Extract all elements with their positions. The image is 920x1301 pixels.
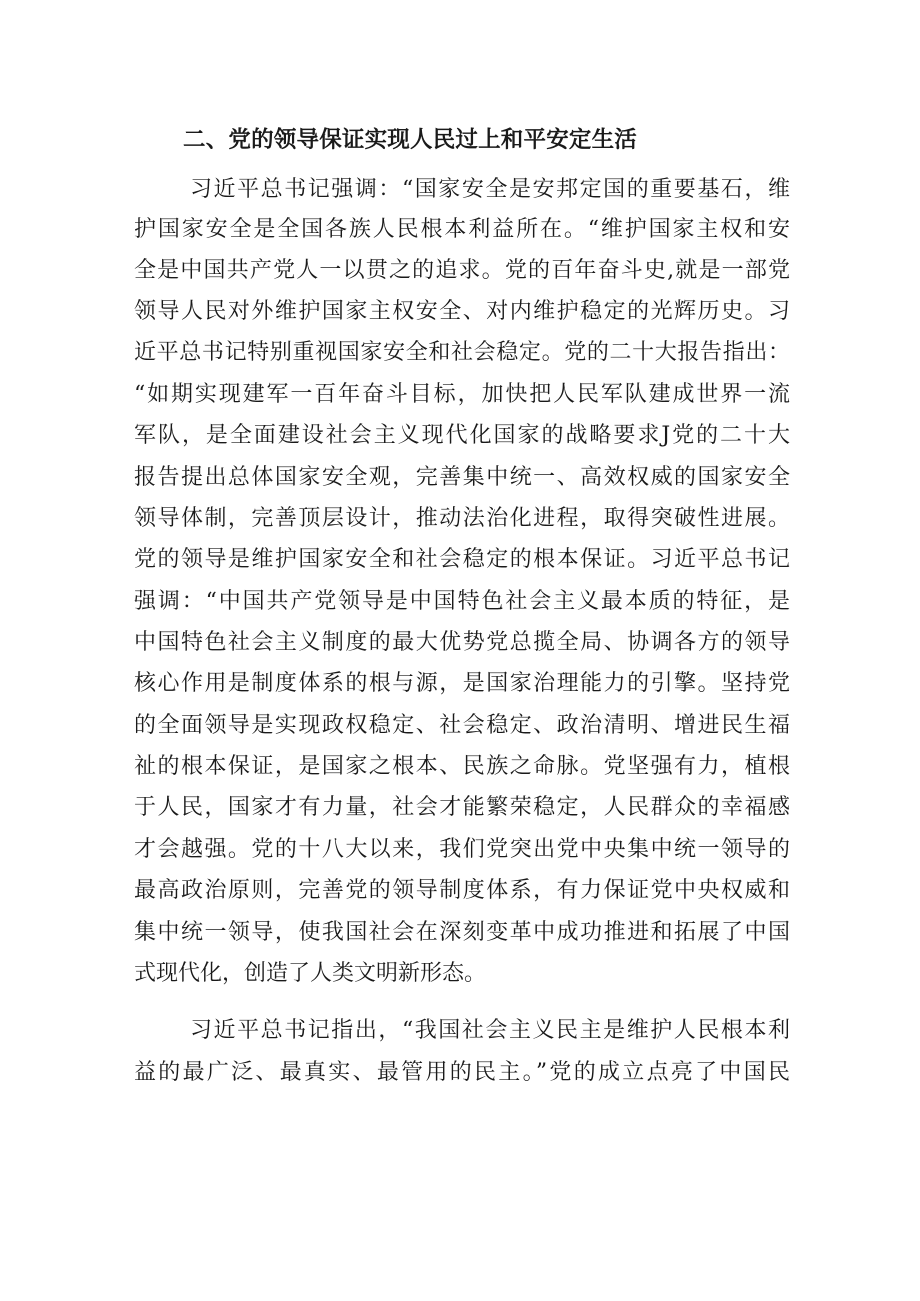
paragraph-1-line: 强调：“中国共产党领导是中国特色社会主义最本质的特征，是	[134, 589, 790, 614]
paragraph-1-line: 习近平总书记强调：“国家安全是安邦定国的重要基石，维	[190, 177, 790, 202]
paragraph-1-line: 于人民，国家才有力量，社会才能繁荣稳定，人民群众的幸福感	[134, 795, 790, 820]
paragraph-1-line: 近平总书记特别重视国家安全和社会稳定。党的二十大报告指出：	[134, 340, 790, 365]
paragraph-1-line: 的全面领导是实现政权稳定、社会稳定、政治清明、增进民生福	[134, 713, 790, 738]
paragraph-1-line: 军队，是全面建设社会主义现代化国家的战略要求J党的二十大	[134, 423, 790, 448]
paragraph-2-line: 习近平总书记指出，“我国社会主义民主是维护人民根本利	[190, 1018, 790, 1043]
paragraph-1-line: 护国家安全是全国各族人民根本利益所在。“维护国家主权和安	[134, 217, 790, 242]
paragraph-1-line: 党的领导是维护国家安全和社会稳定的根本保证。习近平总书记	[134, 547, 790, 572]
section-heading: 二、党的领导保证实现人民过上和平安定生活	[183, 127, 638, 153]
paragraph-2-line: 益的最广泛、最真实、最管用的民主。”党的成立点亮了中国民	[134, 1060, 790, 1085]
paragraph-1-line: 全是中国共产党人一以贯之的追求。党的百年奋斗史,就是一部党	[134, 258, 790, 283]
paragraph-1-line: 式现代化，创造了人类文明新形态。	[134, 961, 487, 986]
paragraph-1-line: 领导人民对外维护国家主权安全、对内维护稳定的光辉历史。习	[134, 299, 790, 324]
paragraph-1-line: “如期实现建军一百年奋斗目标，加快把人民军队建成世界一流	[134, 382, 790, 407]
paragraph-1-line: 才会越强。党的十八大以来，我们党突出党中央集中统一领导的	[134, 837, 790, 862]
paragraph-1-line: 领导体制，完善顶层设计，推动法治化进程，取得突破性进展。	[134, 506, 790, 531]
paragraph-1-line: 核心作用是制度体系的根与源，是国家治理能力的引擎。坚持党	[134, 671, 790, 696]
paragraph-1-line: 报告提出总体国家安全观，完善集中统一、高效权威的国家安全	[134, 465, 790, 490]
paragraph-1-line: 集中统一领导，使我国社会在深刻变革中成功推进和拓展了中国	[134, 920, 790, 945]
paragraph-1-line: 祉的根本保证，是国家之根本、民族之命脉。党坚强有力，植根	[134, 754, 790, 779]
paragraph-1-line: 最高政治原则，完善党的领导制度体系，有力保证党中央权威和	[134, 878, 790, 903]
paragraph-1-line: 中国特色社会主义制度的最大优势党总揽全局、协调各方的领导	[134, 630, 790, 655]
